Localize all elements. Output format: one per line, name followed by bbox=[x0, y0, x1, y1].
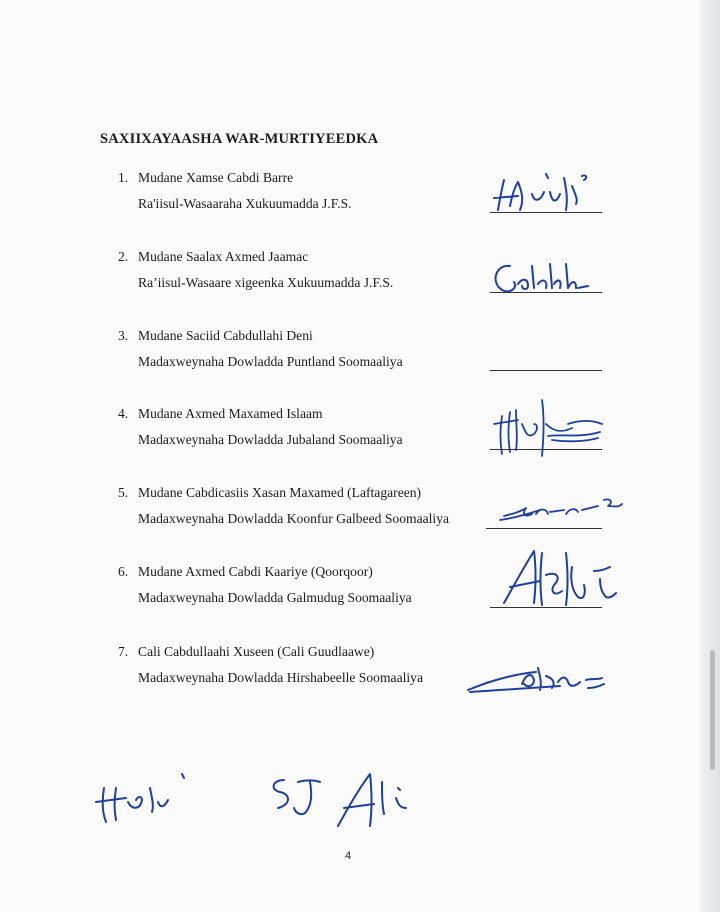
signature-1 bbox=[488, 168, 608, 218]
initials-signature-1 bbox=[92, 768, 212, 828]
signatory-name: Mudane Cabdicasiis Xasan Maxamed (Laftagareen) bbox=[138, 485, 422, 500]
signatory-name: Mudane Saciid Cabdullahi Deni bbox=[138, 328, 313, 343]
entry-number: 3. bbox=[118, 328, 129, 343]
signatory-title: Ra’iisul-Wasaare xigeenka Xukuumadda J.F.S. bbox=[138, 275, 394, 290]
signature-2 bbox=[488, 258, 598, 298]
signature-6 bbox=[496, 545, 636, 615]
entry-number: 4. bbox=[118, 406, 129, 421]
signature-line-3-blank bbox=[490, 370, 602, 371]
entry-number: 7. bbox=[118, 644, 129, 659]
entry-number: 1. bbox=[118, 170, 129, 185]
signatory-name: Cali Cabdullaahi Xuseen (Cali Guudlaawe) bbox=[138, 644, 375, 659]
scrollbar-thumb[interactable] bbox=[710, 650, 715, 770]
signature-7 bbox=[462, 660, 612, 700]
signatory-title: Madaxweynaha Dowladda Galmudug Soomaaliya bbox=[138, 590, 412, 605]
signatory-name: Mudane Axmed Maxamed Islaam bbox=[138, 406, 323, 421]
signature-line-5 bbox=[486, 528, 602, 529]
signatory-title: Madaxweynaha Dowladda Koonfur Galbeed Soomaaliya bbox=[138, 511, 450, 526]
signatory-title: Madaxweynaha Dowladda Puntland Soomaaliya bbox=[138, 354, 403, 369]
initials-signature-2 bbox=[262, 768, 422, 838]
signature-5 bbox=[494, 494, 634, 526]
signatory-name: Mudane Saalax Axmed Jaamac bbox=[138, 249, 309, 264]
signature-4 bbox=[488, 394, 608, 464]
signatory-name: Mudane Axmed Cabdi Kaariye (Qoorqoor) bbox=[138, 564, 373, 579]
signatory-name: Mudane Xamse Cabdi Barre bbox=[138, 170, 294, 185]
signatory-title: Ra'iisul-Wasaaraha Xukuumadda J.F.S. bbox=[138, 196, 352, 211]
viewer-edge bbox=[700, 0, 720, 912]
entry-number: 2. bbox=[118, 249, 129, 264]
signatory-title: Madaxweynaha Dowladda Hirshabeelle Soomaaliya bbox=[138, 670, 423, 685]
entry-number: 6. bbox=[118, 564, 129, 579]
page-heading: SAXIIXAYAASHA WAR-MURTIYEEDKA bbox=[100, 131, 379, 147]
signatory-title: Madaxweynaha Dowladda Jubaland Soomaaliya bbox=[138, 432, 403, 447]
page-number: 4 bbox=[345, 850, 352, 862]
entry-number: 5. bbox=[118, 485, 129, 500]
